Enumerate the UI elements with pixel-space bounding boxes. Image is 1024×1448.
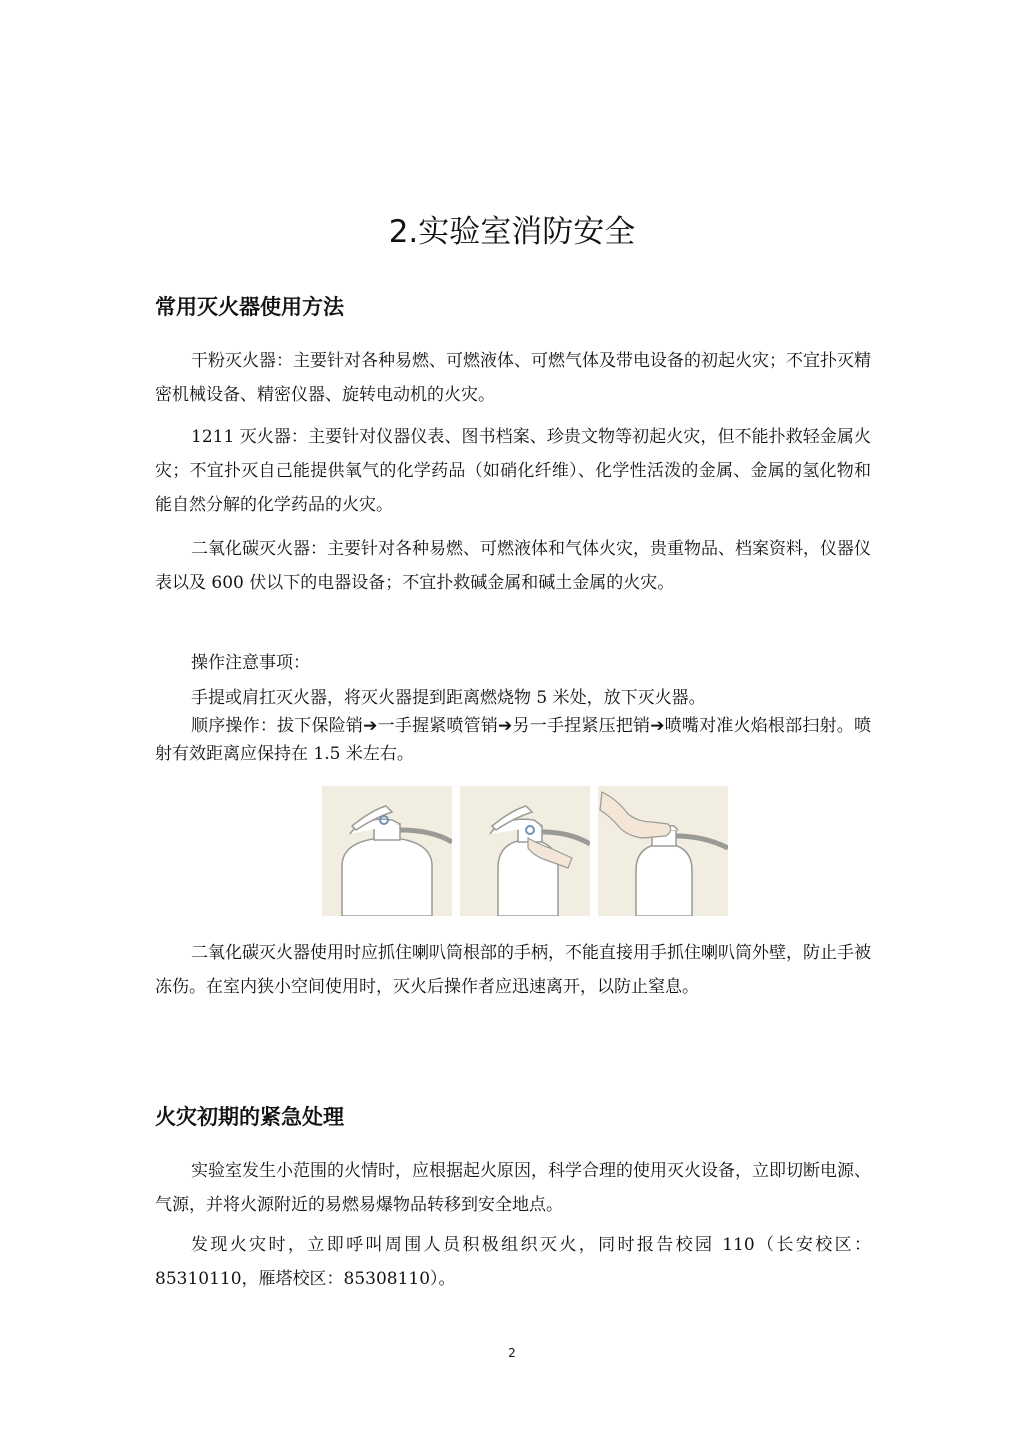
paragraph-sequence: 顺序操作：拔下保险销➔一手握紧喷管销➔另一手捏紧压把销➔喷嘴对准火焰根部扫射。喷射有效距离应保持在 1.5 米左右。 xyxy=(155,716,871,764)
paragraph-co2-usage: 二氧化碳灭火器使用时应抓住喇叭筒根部的手柄，不能直接用手抓住喇叭筒外壁，防止手被冻伤。在室内狭小空间使用时，灭火后操作者应迅速离开，以防止窒息。 xyxy=(155,943,871,997)
paragraph-dry-powder: 干粉灭火器：主要针对各种易燃、可燃液体、可燃气体及带电设备的初起火灾；不宜扑灭精密机械设备、精密仪器、旋转电动机的火灾。 xyxy=(155,351,871,405)
section-heading-extinguishers: 常用灭火器使用方法 xyxy=(155,295,344,319)
page-number: 2 xyxy=(508,1346,516,1360)
section-heading-emergency: 火灾初期的紧急处理 xyxy=(155,1105,344,1129)
extinguisher-pin-icon xyxy=(322,786,452,916)
paragraph-1211: 1211 灭火器：主要针对仪器仪表、图书档案、珍贵文物等初起火灾，但不能扑救轻金属火灾；不宜扑灭自己能提供氧气的化学药品（如硝化纤维）、化学性活泼的金属、金属的氢化物和能自然分解的化学药品的火灾。 xyxy=(155,427,871,515)
paragraph-small-fire: 实验室发生小范围的火情时，应根据起火原因，科学合理的使用灭火设备，立即切断电源、气源，并将火源附近的易燃易爆物品转移到安全地点。 xyxy=(155,1161,871,1215)
extinguisher-pull-pin-icon xyxy=(460,786,590,916)
paragraph-carry: 手提或肩扛灭火器，将灭火器提到距离燃烧物 5 米处，放下灭火器。 xyxy=(191,688,706,708)
extinguisher-squeeze-handle-icon xyxy=(598,786,728,916)
paragraph-co2: 二氧化碳灭火器：主要针对各种易燃、可燃液体和气体火灾，贵重物品、档案资料，仪器仪表以及 600 伏以下的电器设备；不宜扑救碱金属和碱土金属的火灾。 xyxy=(155,539,871,593)
page-title: 2.实验室消防安全 xyxy=(388,214,636,250)
extinguisher-steps-figure xyxy=(322,786,738,916)
paragraph-operation-notes: 操作注意事项： xyxy=(191,653,310,673)
paragraph-report-fire: 发现火灾时，立即呼叫周围人员积极组织灭火，同时报告校园 110（长安校区：85310110，雁塔校区：85308110）。 xyxy=(155,1235,871,1289)
